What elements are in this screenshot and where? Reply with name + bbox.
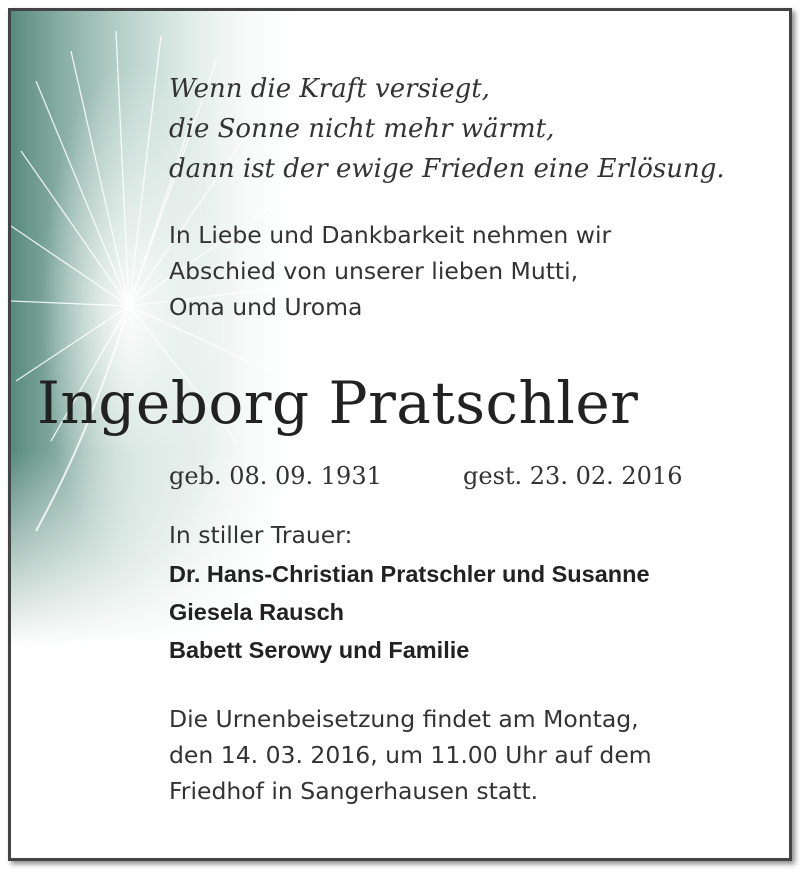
motto-line: dann ist der ewige Frieden eine Erlösung. <box>169 154 725 184</box>
farewell-line: In Liebe und Dankbarkeit nehmen wir <box>169 221 612 249</box>
funeral-line: den 14. 03. 2016, um 11.00 Uhr auf dem <box>169 741 652 769</box>
funeral-line: Friedhof in Sangerhausen statt. <box>169 777 539 805</box>
farewell-line: Abschied von unserer lieben Mutti, <box>169 257 579 285</box>
motto-verse <box>169 69 725 189</box>
funeral-line: Die Urnenbeisetzung findet am Montag, <box>169 705 639 733</box>
birth-date: geb. 08. 09. 1931 <box>169 462 382 490</box>
death-date: gest. 23. 02. 2016 <box>463 462 683 490</box>
motto-line: Wenn die Kraft versiegt, <box>169 74 490 104</box>
mourner-name: Giesela Rausch <box>169 599 345 625</box>
deceased-name: Ingeborg Pratschler <box>37 369 639 437</box>
obituary-card <box>8 8 792 861</box>
mourner-name: Dr. Hans-Christian Pratschler und Susanne <box>169 561 650 587</box>
motto-line: die Sonne nicht mehr wärmt, <box>169 114 555 144</box>
mourners-list <box>169 555 650 669</box>
farewell-text <box>169 217 611 325</box>
mourner-name: Babett Serowy und Familie <box>169 637 470 663</box>
funeral-notice <box>169 701 652 809</box>
mourning-heading: In stiller Trauer: <box>169 521 353 549</box>
farewell-line: Oma und Uroma <box>169 293 363 321</box>
